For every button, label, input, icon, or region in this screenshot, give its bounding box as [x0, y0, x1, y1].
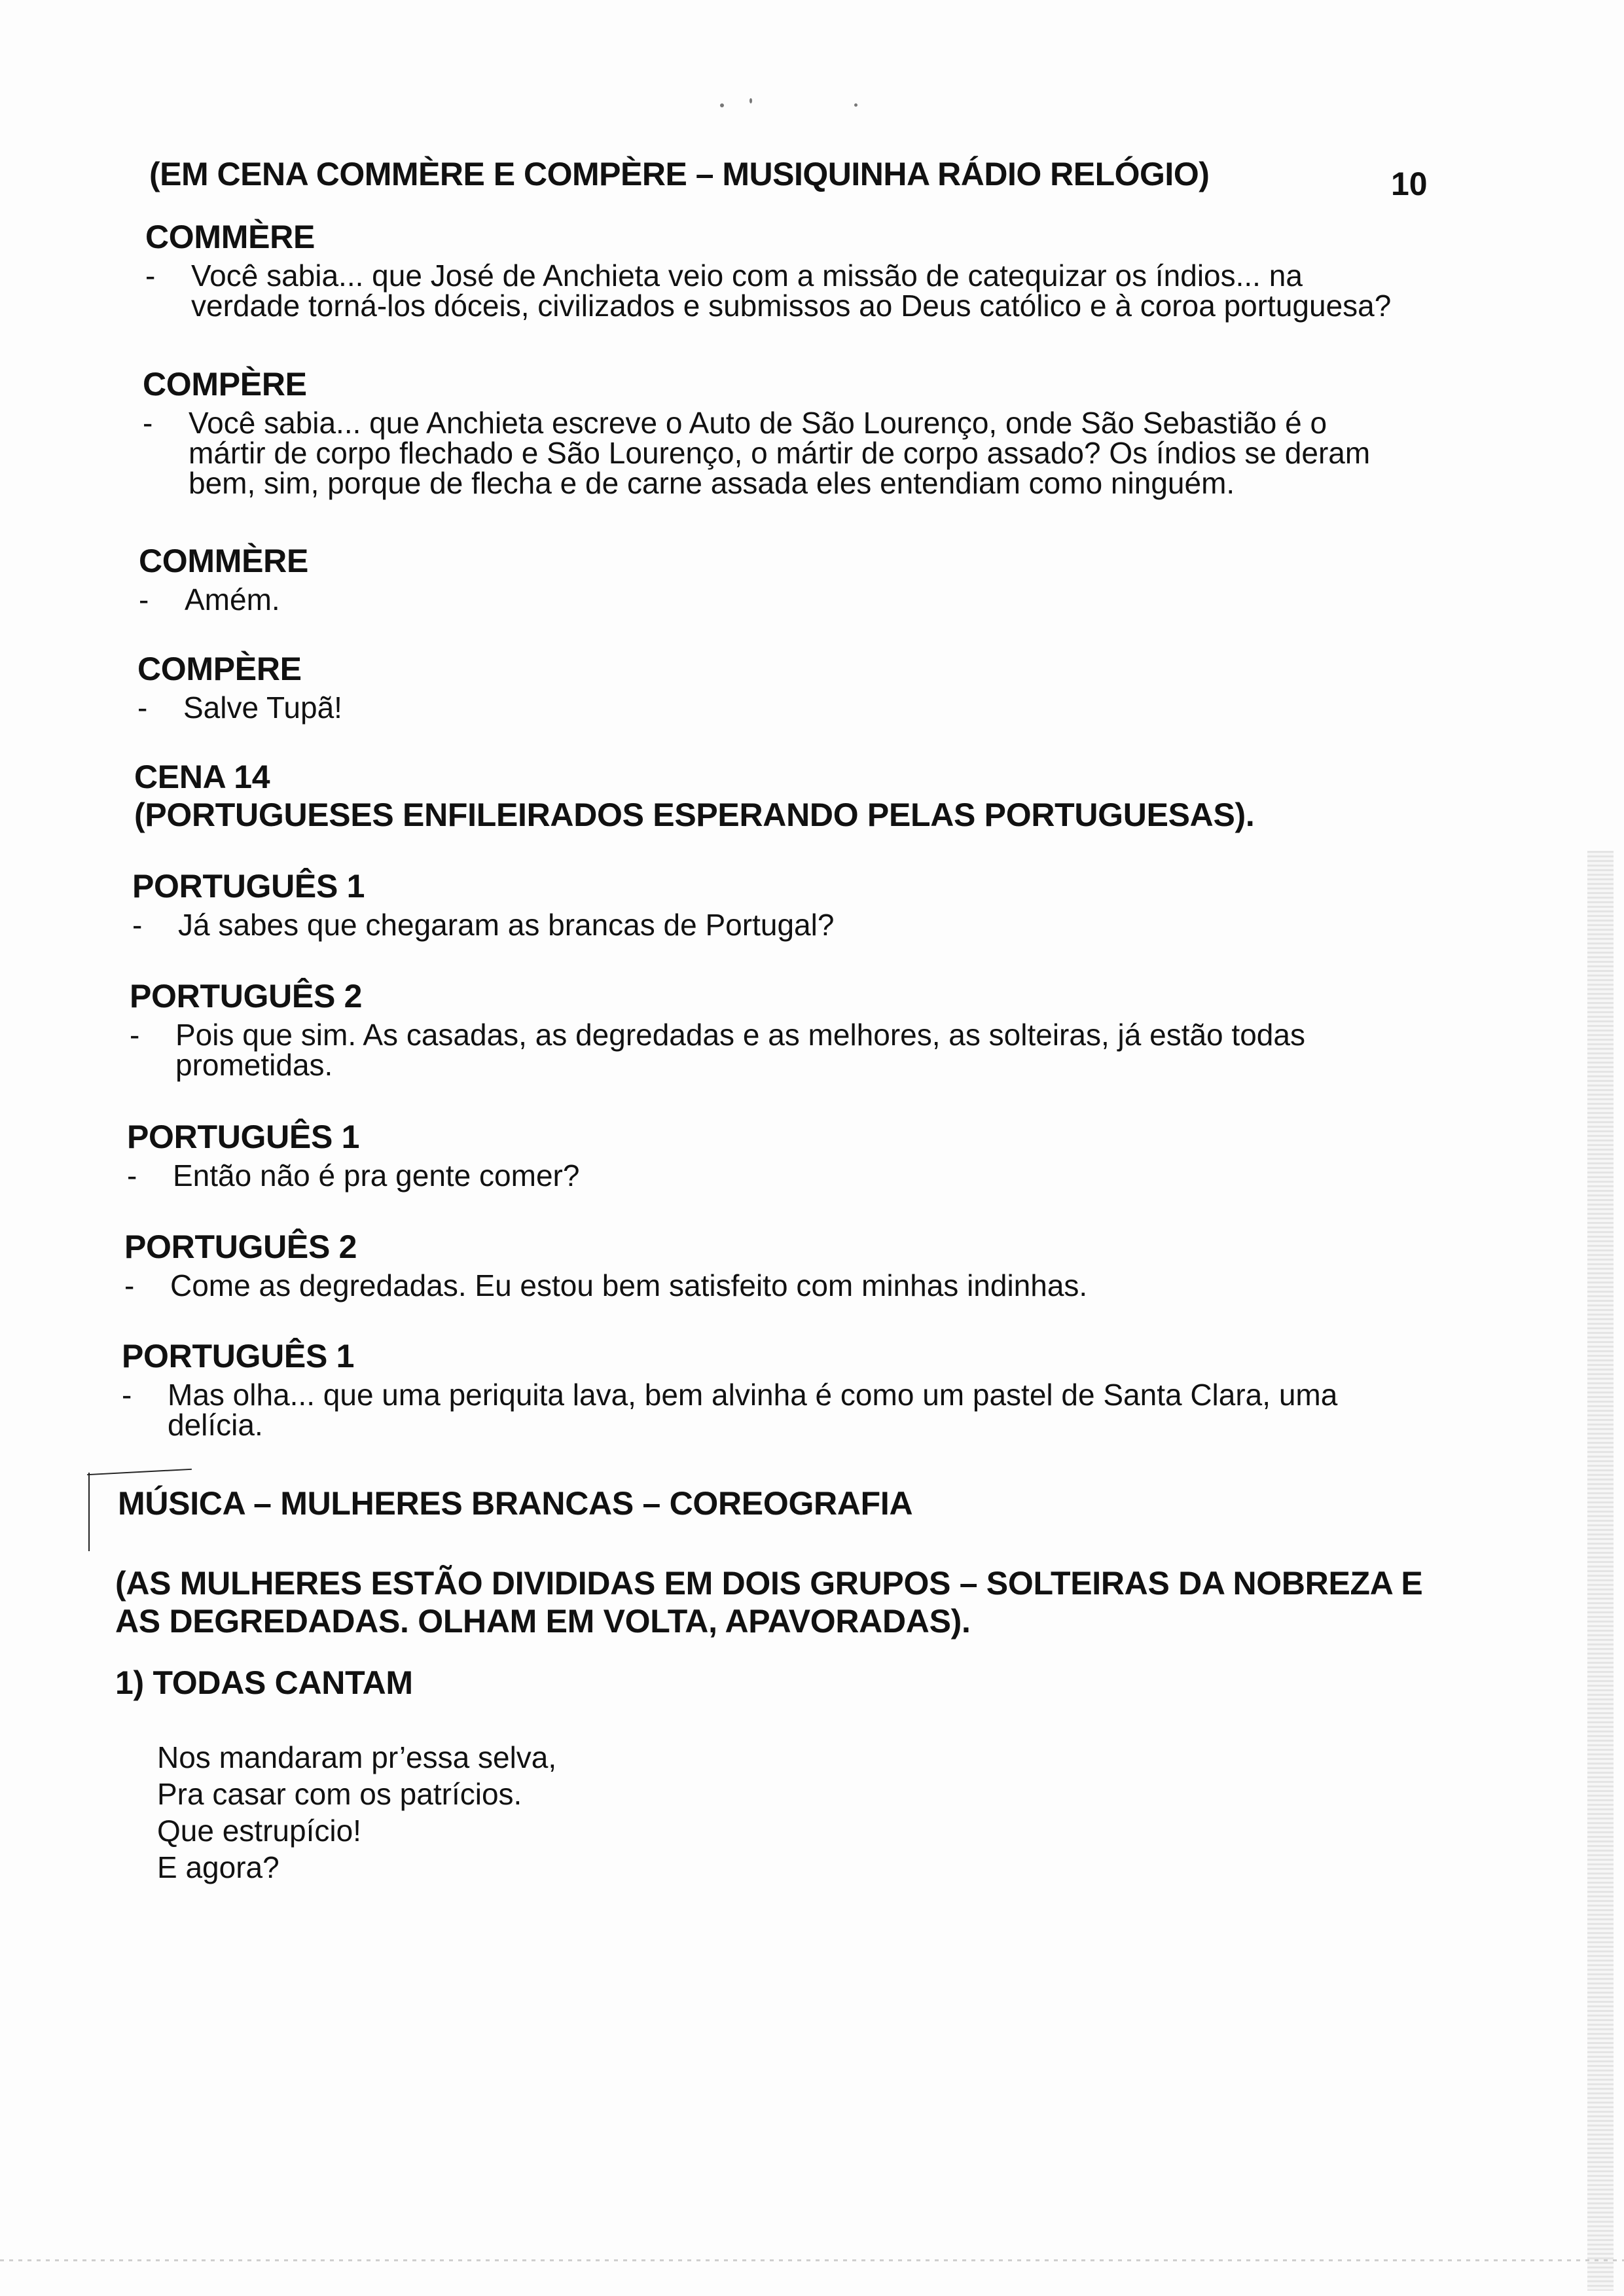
dialogue-text: Então não é pra gente comer?: [173, 1158, 580, 1193]
dialogue-text: Come as degredadas. Eu estou bem satisfeito com minhas indinhas.: [170, 1268, 1088, 1302]
dialogue-block: [145, 216, 1487, 322]
dialogue-dash: -: [130, 1018, 140, 1052]
dialogue-text: Você sabia... que Anchieta escreve o Auto de São Lourenço, onde São Sebastião é o: [189, 406, 1327, 440]
dialogue-line: [130, 1049, 1471, 1081]
dialogue-line: [143, 467, 1485, 499]
scan-speck: [720, 103, 724, 107]
lyric-line: Pra casar com os patrícios.: [157, 1777, 522, 1811]
speaker-name: PORTUGUÊS 1: [132, 868, 365, 905]
dialogue-line: [130, 1018, 1471, 1051]
scene-block: [134, 758, 1476, 834]
dialogue-text: bem, sim, porque de flecha e de carne assada eles entendiam como ninguém.: [189, 466, 1235, 500]
speaker-name: PORTUGUÊS 1: [127, 1119, 360, 1155]
dialogue-dash: -: [137, 691, 148, 725]
dialogue-block: [139, 540, 1481, 616]
scan-bottom-edge: [0, 2259, 1624, 2261]
dialogue-dash: -: [122, 1378, 132, 1412]
speaker-name: PORTUGUÊS 2: [124, 1229, 357, 1265]
dialogue-text: delícia.: [168, 1408, 263, 1442]
song-heading-block: [115, 1664, 1457, 1702]
dialogue-block: [137, 648, 1479, 724]
stage-direction-block: [115, 1564, 1490, 1640]
lyric-line: Que estrupício!: [157, 1814, 361, 1848]
scan-speck: [854, 103, 857, 107]
dialogue-text: Mas olha... que uma periquita lava, bem alvinha é como um pastel de Santa Clara, uma: [168, 1378, 1338, 1412]
speaker-name: COMMÈRE: [145, 219, 316, 255]
scan-speck: [749, 98, 752, 103]
lyric-line: E agora?: [157, 1850, 280, 1884]
scene-direction: (PORTUGUESES ENFILEIRADOS ESPERANDO PELAS PORTUGUESAS).: [134, 797, 1255, 833]
lyric-line: Nos mandaram pr’essa selva,: [157, 1740, 557, 1774]
dialogue-block: [122, 1335, 1464, 1441]
dialogue-text: Amém.: [185, 583, 280, 617]
page-number: 10: [1391, 166, 1428, 202]
dialogue-line: [143, 406, 1485, 439]
speaker-name: PORTUGUÊS 2: [130, 978, 363, 1014]
scene-title: CENA 14: [134, 759, 270, 795]
dialogue-text: prometidas.: [175, 1048, 333, 1082]
speaker-name: COMPÈRE: [137, 651, 302, 687]
dialogue-dash: -: [139, 583, 149, 617]
dialogue-line: [122, 1378, 1464, 1411]
dialogue-line: [143, 437, 1485, 469]
dialogue-block: [132, 865, 1474, 941]
dialogue-line: [145, 289, 1487, 322]
dialogue-dash: -: [143, 406, 153, 440]
dialogue-line: [139, 583, 1481, 616]
dialogue-block: [130, 975, 1471, 1081]
dialogue-dash: -: [145, 259, 156, 293]
song-heading: 1) TODAS CANTAM: [115, 1664, 413, 1701]
music-cue: MÚSICA – MULHERES BRANCAS – COREOGRAFIA: [118, 1485, 913, 1522]
dialogue-block: [127, 1116, 1469, 1192]
handwritten-mark: [88, 1473, 90, 1551]
speaker-name: COMMÈRE: [139, 543, 309, 579]
speaker-name: PORTUGUÊS 1: [122, 1338, 355, 1374]
dialogue-text: Já sabes que chegaram as brancas de Portugal?: [178, 908, 835, 942]
dialogue-text: Você sabia... que José de Anchieta veio com a missão de catequizar os índios... na: [191, 259, 1303, 293]
scene-header: (EM CENA COMMÈRE E COMPÈRE – MUSIQUINHA RÁDIO RELÓGIO): [149, 156, 1210, 192]
dialogue-line: [127, 1159, 1469, 1192]
dialogue-line: [137, 691, 1479, 724]
dialogue-line: [124, 1269, 1466, 1302]
dialogue-block: [143, 363, 1485, 499]
dialogue-line: [132, 908, 1474, 941]
dialogue-dash: -: [124, 1268, 135, 1302]
dialogue-line: [145, 259, 1487, 292]
dialogue-text: mártir de corpo flechado e São Lourenço, o mártir de corpo assado? Os índios se deram: [189, 436, 1371, 470]
song-lyrics: [157, 1739, 556, 1886]
dialogue-text: verdade torná-los dóceis, civilizados e submissos ao Deus católico e à coroa portuguesa?: [191, 289, 1392, 323]
dialogue-dash: -: [127, 1158, 137, 1193]
stage-direction-line: (AS MULHERES ESTÃO DIVIDIDAS EM DOIS GRUPOS – SOLTEIRAS DA NOBREZA E: [115, 1565, 1423, 1602]
dialogue-block: [124, 1226, 1466, 1302]
dialogue-dash: -: [132, 908, 143, 942]
dialogue-line: [122, 1408, 1464, 1441]
handwritten-mark: [87, 1469, 192, 1475]
stage-direction-line: AS DEGREDADAS. OLHAM EM VOLTA, APAVORADAS).: [115, 1603, 971, 1640]
dialogue-text: Salve Tupã!: [183, 691, 342, 725]
scan-edge-shadow: [1587, 851, 1614, 2291]
dialogue-text: Pois que sim. As casadas, as degredadas e as melhores, as solteiras, já estão todas: [175, 1018, 1305, 1052]
speaker-name: COMPÈRE: [143, 366, 307, 403]
music-cue-block: [118, 1484, 1460, 1522]
